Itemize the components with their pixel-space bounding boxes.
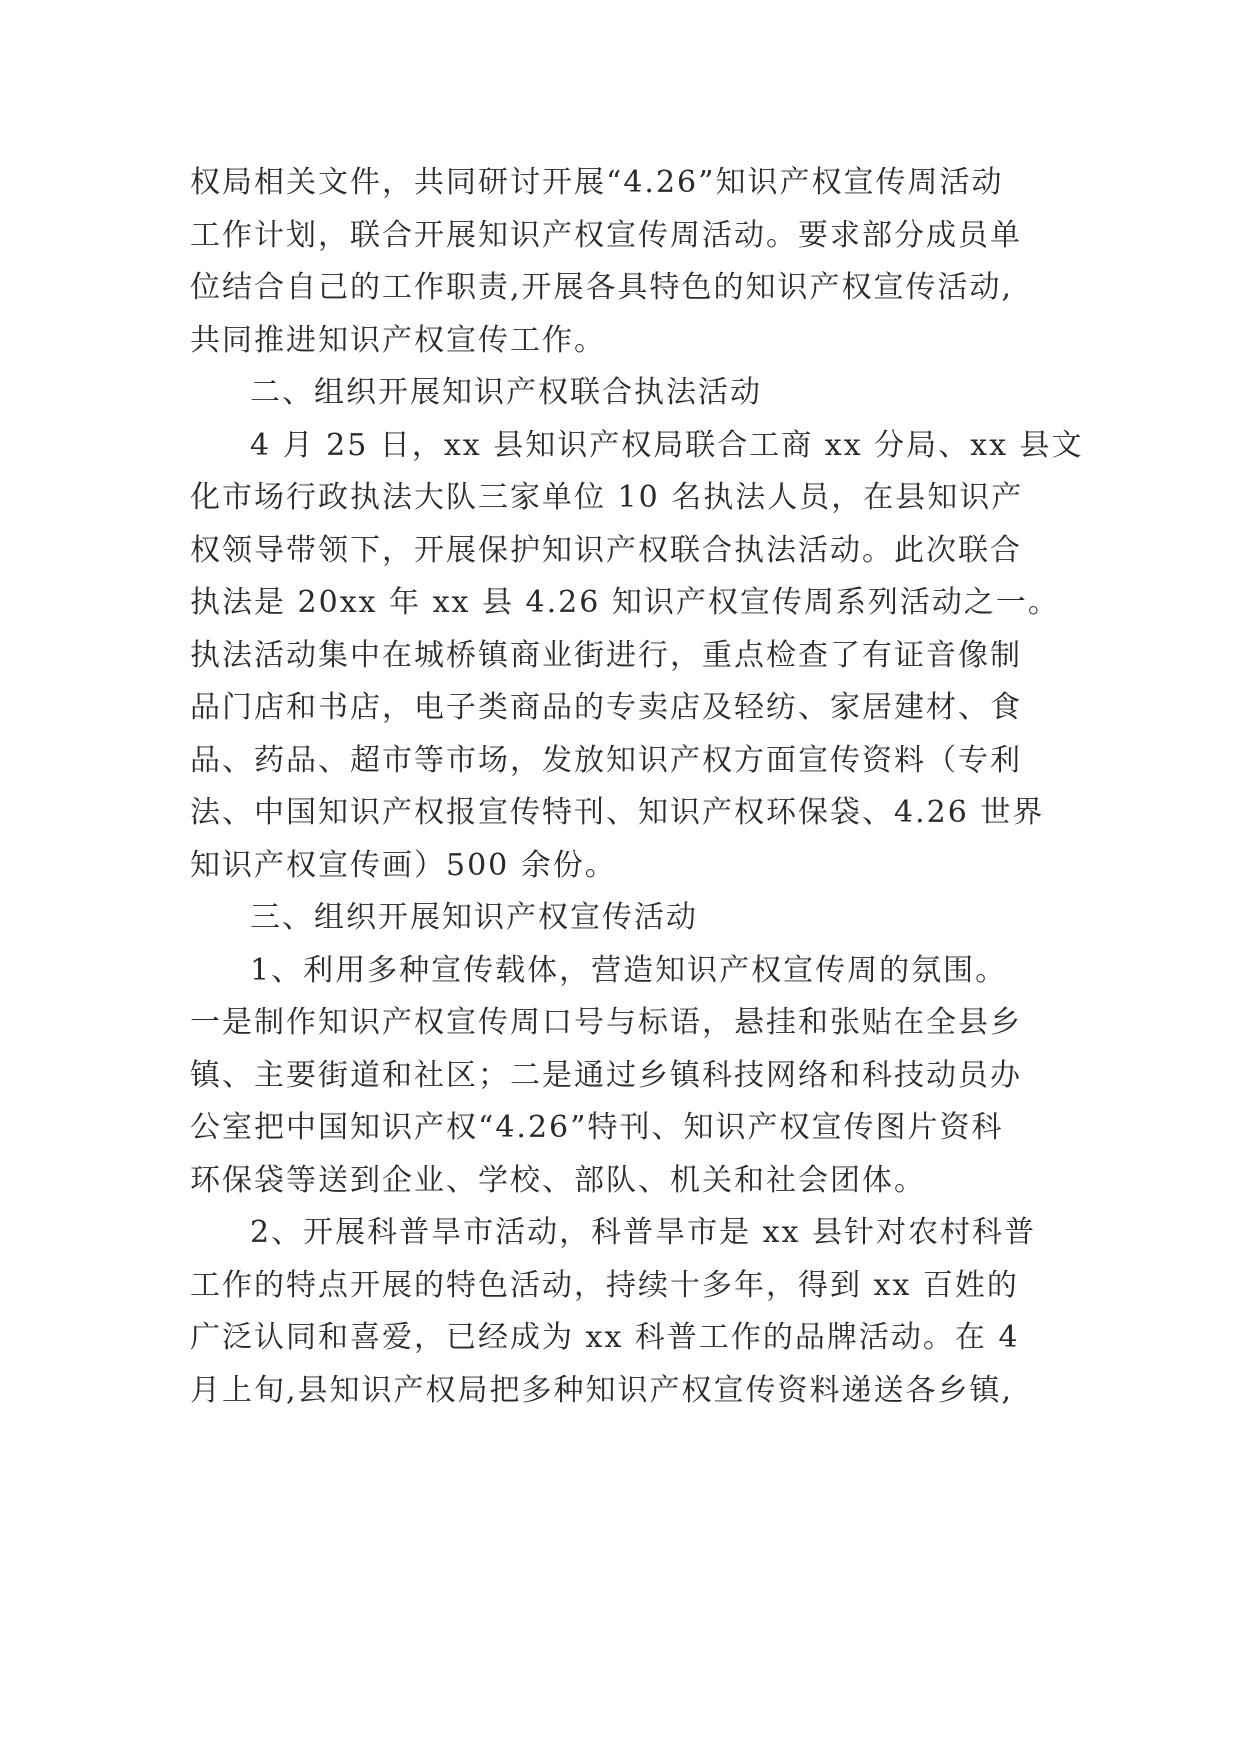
text-line: 执法活动集中在城桥镇商业街进行，重点检查了有证音像制 bbox=[190, 637, 1022, 673]
text-line: 权领导带领下，开展保护知识产权联合执法活动。此次联合 bbox=[190, 532, 1022, 568]
text-line: 广泛认同和喜爱，已经成为 xx 科普工作的品牌活动。在 4 bbox=[190, 1320, 1020, 1355]
text-line: 位结合自己的工作职责,开展各具特色的知识产权宣传活动, bbox=[190, 270, 1014, 305]
text-line: 4 月 25 日，xx 县知识产权局联合工商 xx 分局、xx 县文 bbox=[250, 427, 1084, 463]
text-line: 化市场行政执法大队三家单位 10 名执法人员，在县知识产 bbox=[190, 480, 1024, 515]
text-line: 镇、主要街道和社区；二是通过乡镇科技网络和科技动员办 bbox=[190, 1057, 1022, 1093]
document-body bbox=[190, 157, 1090, 1417]
text-line: 月上旬,县知识产权局把多种知识产权宣传资料递送各乡镇, bbox=[190, 1372, 1014, 1408]
text-line: 知识产权宣传画）500 余份。 bbox=[190, 847, 617, 883]
text-line: 品、药品、超市等市场，发放知识产权方面宣传资料（专利 bbox=[190, 742, 1022, 778]
text-line: 工作计划，联合开展知识产权宣传周活动。要求部分成员单 bbox=[190, 217, 1022, 253]
text-line: 2、开展科普旱市活动，科普旱市是 xx 县针对农村科普 bbox=[250, 1215, 1036, 1250]
text-line: 品门店和书店，电子类商品的专卖店及轻纺、家居建材、食 bbox=[190, 690, 1022, 725]
text-line: 权局相关文件，共同研讨开展“4.26”知识产权宣传周活动 bbox=[190, 165, 1004, 200]
text-line: 共同推进知识产权宣传工作。 bbox=[190, 322, 606, 358]
text-line: 公室把中国知识产权“4.26”特刊、知识产权宣传图片资科 bbox=[190, 1110, 1004, 1145]
text-line: 1、利用多种宣传载体，营造知识产权宣传周的氛围。 bbox=[250, 952, 1008, 988]
text-line: 执法是 20xx 年 xx 县 4.26 知识产权宣传周系列活动之一。 bbox=[190, 585, 1060, 620]
text-line: 环保袋等送到企业、学校、部队、机关和社会团体。 bbox=[190, 1162, 926, 1198]
section-heading: 二、组织开展知识产权联合执法活动 bbox=[250, 375, 762, 410]
text-line: 工作的特点开展的特色活动，持续十多年，得到 xx 百姓的 bbox=[190, 1267, 1019, 1303]
text-line: 法、中国知识产权报宣传特刊、知识产权环保袋、4.26 世界 bbox=[190, 795, 1045, 830]
text-line: 一是制作知识产权宣传周口号与标语，悬挂和张贴在全县乡 bbox=[190, 1005, 1022, 1040]
section-heading: 三、组织开展知识产权宣传活动 bbox=[250, 900, 698, 935]
